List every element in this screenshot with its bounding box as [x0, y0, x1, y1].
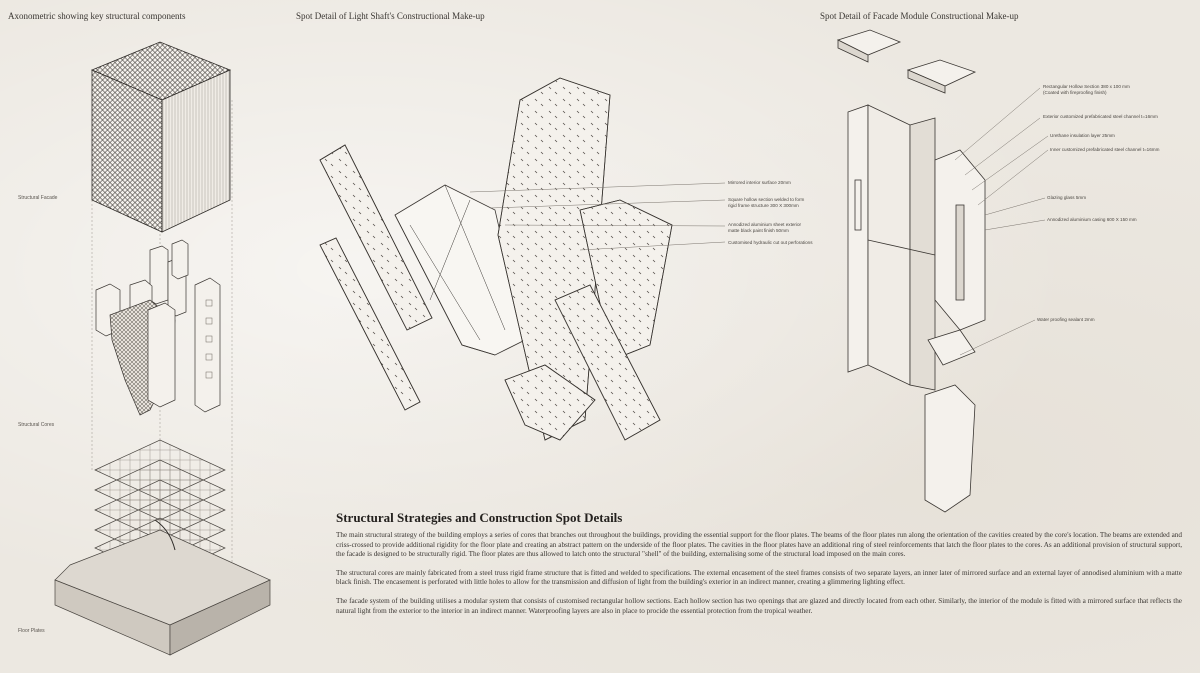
callout-perforations: Customised hydraulic cut out perforations [728, 240, 813, 245]
callout-inner-channel: Inner customized prefabricated steel channel t=16mm [1050, 147, 1160, 152]
structural-cores-label: Structural Cores [18, 422, 55, 428]
callout-mirrored-surface: Mirrored interior surface 20mm [728, 180, 791, 185]
callout-waterproofing: Water proofing sealant 2mm [1037, 317, 1095, 322]
callout-aluminium-casing: Annodized aluminium casing 600 X 150 mm [1047, 217, 1137, 222]
structural-facade-cube [92, 42, 230, 232]
callout-rigid-frame: rigid frame structure 300 X 300mm [728, 203, 799, 208]
description-title: Structural Strategies and Construction Spot Details [336, 510, 623, 525]
floor-plates-stack [55, 440, 270, 655]
callout-aluminium-sheet: Annodized aluminium sheet exterior [728, 222, 802, 227]
light-shaft-heading: Spot Detail of Light Shaft's Constructional Make-up [296, 11, 485, 21]
structural-cores [96, 240, 220, 415]
callout-rhs-section: Rectangular Hollow Section 380 x 100 mm [1043, 84, 1130, 89]
light-shaft-detail [320, 78, 672, 440]
facade-module-heading: Spot Detail of Facade Module Constructional Make-up [820, 11, 1019, 21]
callout-exterior-channel: Exterior customized prefabricated steel channel t=16mm [1043, 114, 1158, 119]
floor-plates-label: Floor Plates [18, 628, 45, 634]
structural-facade-label: Structural Facade [18, 195, 58, 201]
callout-matte-finish: matte black paint finish 50mm [728, 228, 789, 233]
paragraph-structural-strategy: The main structural strategy of the building employs a series of cores that branches out throughout the buildings, providing the essential support for the floor plates. The beams of the floor plates run along the orientation of the cavities created by the core's location. The beams are extended and criss-crossed to provide additional rigidity for the floor plate and creating an abstract pattern on the underside of the floor plates. The cavities in the floor plates have an additional ring of steel reinforcements that latch the floor plates to the cores. As an additional provision of structural support, the facade is designed to be structurally rigid. The floor plates are thus allowed to latch onto the structural "shell" of the building, externalising some of the structural load imposed on the main cores. [336, 531, 1182, 559]
description-text-block [336, 510, 1182, 625]
paragraph-facade-system: The facade system of the building utilises a modular system that consists of customised rectangular hollow sections. Each hollow section has two openings that are glazed and directly located from each other. Similarly, the interior of the module is fitted with a mirrored surface that reflects the natural light from the exterior to the interior in an indirect manner. Waterproofing layers are also in place to procide the essential protection from the tropical weather. [336, 596, 1182, 615]
callout-square-hollow-section: Square hollow section welded to form [728, 197, 805, 202]
axonometric-heading: Axonometric showing key structural components [8, 11, 186, 21]
callout-glazing: Glazing glass 5mm [1047, 195, 1087, 200]
facade-module-detail [838, 30, 985, 512]
paragraph-structural-cores: The structural cores are mainly fabricated from a steel truss rigid frame structure that is fitted and welded to specifications. The external encasement of the steel frames consists of two separate layers, an inner later of mirrored surface and an external layer of annodised aluminium with a matte black finish. The encasement is perforated with little holes to allow for the transmission and diffusion of light from the building's exterior in an indirect manner, creating a glimmering lighting effect. [336, 568, 1182, 587]
callout-insulation: Urethane insulation layer 25mm [1050, 133, 1115, 138]
callout-fireproofing: (Coated with fireproofing finish) [1043, 90, 1107, 95]
